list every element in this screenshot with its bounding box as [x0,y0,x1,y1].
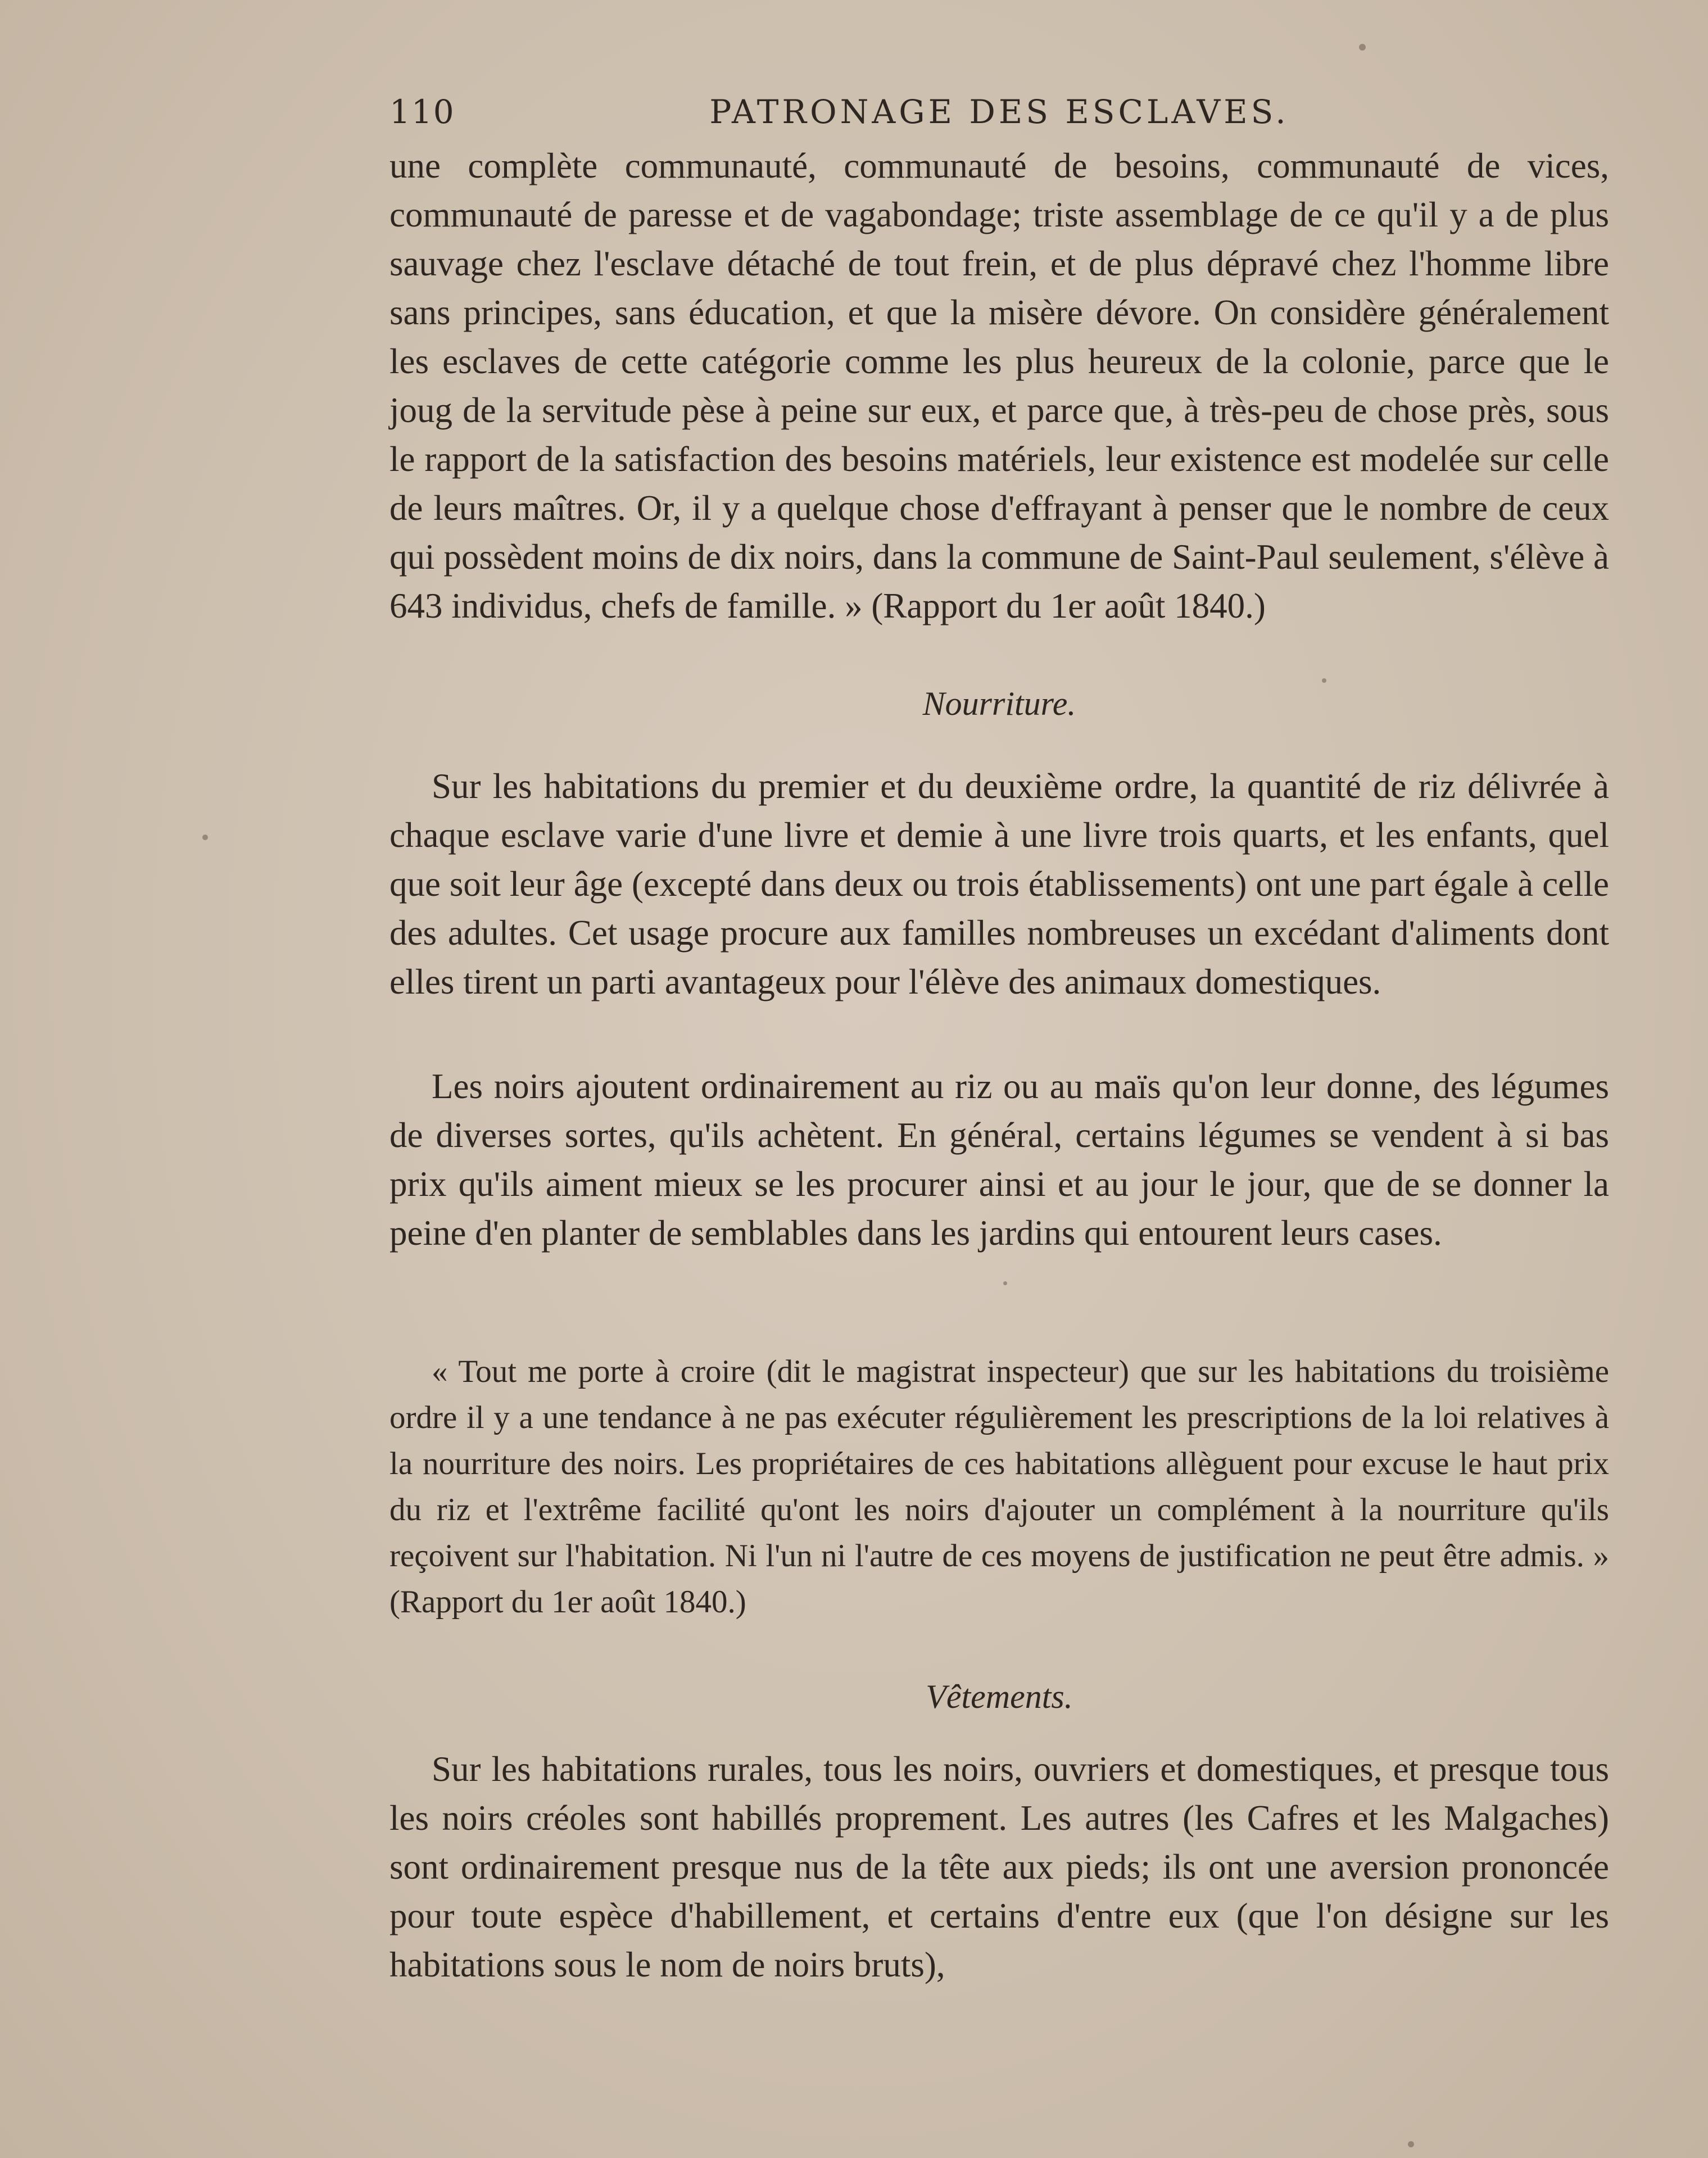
section-heading-nourriture: Nourriture. [922,685,1076,722]
paragraph-legumes: Les noirs ajoutent ordinairement au riz ou au maïs qu'on leur donne, des légumes de diverses sortes, qu'ils achètent. En général, certains légumes se vendent à si bas prix qu'ils aiment mieux se les procurer ainsi et au jour le jour, que de se donner la peine d'en planter de semblables dans les jardins qui entourent leurs cases. [389,1067,1609,1253]
paper-speck [1408,2141,1414,2147]
paper-speck [1322,678,1326,683]
page-header [389,93,1609,143]
paper-speck [202,835,208,840]
paragraph-rations: Sur les habitations du premier et du deuxième ordre, la quantité de riz délivrée à chaque esclave varie d'une livre et demie à une livre trois quarts, et les enfants, quel que soit leur âge (excepté dans deux ou trois établissements) ont une part égale à celle des adultes. Cet usage procure aux familles nombreuses un excédant d'aliments dont elles tirent un parti avantageux pour l'élève des animaux domestiques. [389,767,1609,1001]
paragraph-continuation: une complète communauté, communauté de besoins, communauté de vices, communauté de paresse et de vagabondage; triste assemblage de ce qu'il y a de plus sauvage chez l'esclave détaché de tout frein, et de plus dépravé chez l'homme libre sans principes, sans éducation, et que la misère dévore. On considère généralement les esclaves de cette catégorie comme les plus heureux de la colonie, parce que le joug de la servitude pèse à peine sur eux, et parce que, à très-peu de chose près, sous le rapport de la satisfaction des besoins matériels, leur existence est modelée sur celle de leurs maîtres. Or, il y a quelque chose d'effrayant à penser que le nombre de ceux qui possèdent moins de dix noirs, dans la commune de Saint-Paul seulement, s'élève à 643 individus, chefs de famille. » (Rapport du 1er août 1840.) [389,146,1609,625]
running-title: PATRONAGE DES ESCLAVES. [709,93,1289,131]
page-number: 110 [389,93,455,131]
section-heading-vetements: Vêtements. [926,1678,1073,1715]
quoted-report: « Tout me porte à croire (dit le magistrat inspecteur) que sur les habitations du troisième ordre il y a une tendance à ne pas exécuter régulièrement les prescriptions de la loi relatives à la nourriture des noirs. Les propriétaires de ces habitations allèguent pour excuse le haut prix du riz et l'extrême facilité qu'ont les noirs d'ajouter un complément à la nourriture qu'ils reçoivent sur l'habitation. Ni l'un ni l'autre de ces moyens de justification ne peut être admis. » (Rapport du 1er août 1840.) [389,1354,1609,1620]
paragraph-vetements: Sur les habitations rurales, tous les noirs, ouvriers et domestiques, et presque tous les noirs créoles sont habillés proprement. Les autres (les Cafres et les Malgaches) sont ordinairement presque nus de la tête aux pieds; ils ont une aversion prononcée pour toute espèce d'habillement, et certains d'entre eux (que l'on désigne sur les habitations sous le nom de noirs bruts), [389,1749,1609,1984]
paper-speck [1003,1281,1007,1285]
paper-speck [1359,44,1366,51]
